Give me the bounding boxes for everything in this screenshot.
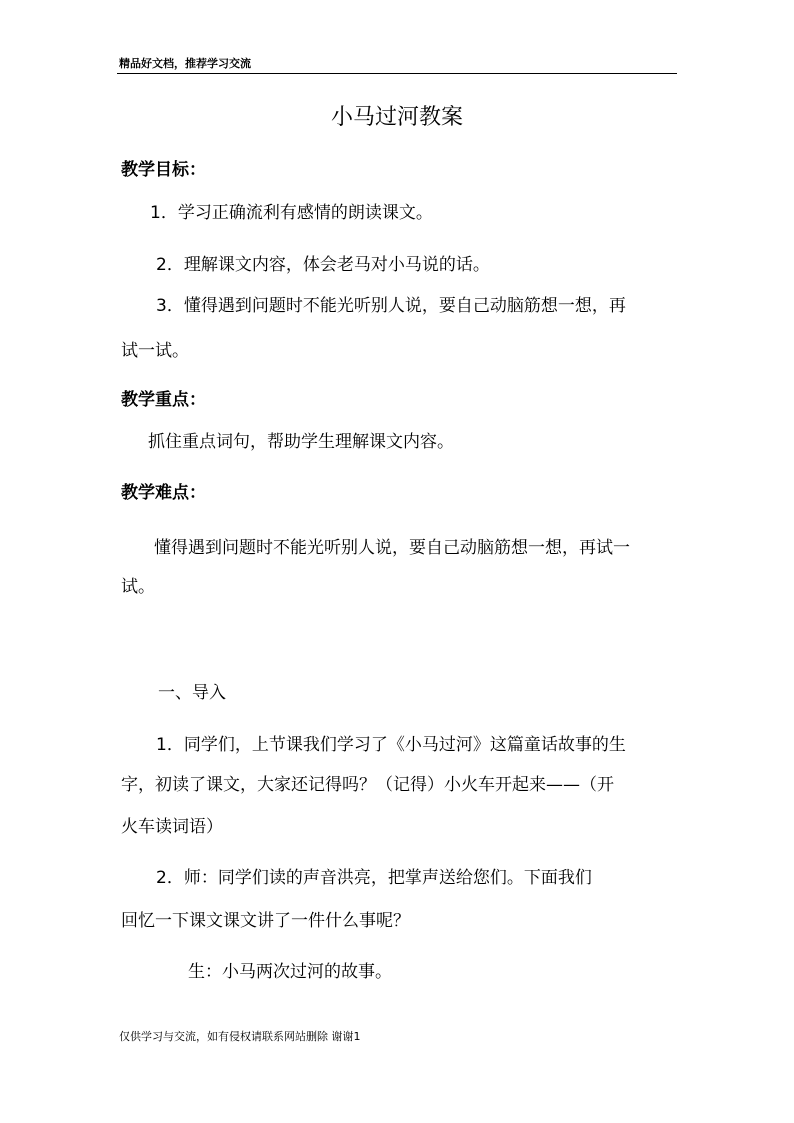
page-header: 精品好文档，推荐学习交流 xyxy=(119,57,251,70)
student-answer: 生：小马两次过河的故事。 xyxy=(188,962,392,982)
key-points-heading: 教学重点： xyxy=(121,390,206,410)
intro-para-1-line-3: 火车读词语） xyxy=(121,817,223,837)
objectives-heading: 教学目标： xyxy=(121,160,206,180)
document-title: 小马过河教案 xyxy=(330,105,463,130)
intro-para-1-line-1: 1．同学们，上节课我们学习了《小马过河》这篇童话故事的生 xyxy=(156,735,626,755)
difficulties-text-line-1: 懂得遇到问题时不能光听别人说，要自己动脑筋想一想，再试一 xyxy=(154,538,630,558)
difficulties-text-line-2: 试。 xyxy=(121,577,155,597)
objective-item-2: 2．理解课文内容，体会老马对小马说的话。 xyxy=(156,255,490,275)
intro-para-2-line-1: 2．师：同学们读的声音洪亮，把掌声送给您们。下面我们 xyxy=(156,868,592,888)
difficulties-heading: 教学难点： xyxy=(121,483,206,503)
section-heading-intro: 一、导入 xyxy=(158,683,226,703)
objective-item-1: 1．学习正确流利有感情的朗读课文。 xyxy=(150,203,433,223)
header-divider xyxy=(117,73,677,74)
objective-item-3-line-2: 试一试。 xyxy=(121,341,189,361)
objective-item-3-line-1: 3．懂得遇到问题时不能光听别人说，要自己动脑筋想一想，再 xyxy=(156,296,626,316)
intro-para-2-line-2: 回忆一下课文课文讲了一件什么事呢？ xyxy=(121,911,410,931)
page-footer: 仅供学习与交流，如有侵权请联系网站删除 谢谢1 xyxy=(119,1030,361,1043)
intro-para-1-line-2: 字，初读了课文，大家还记得吗？（记得）小火车开起来——（开 xyxy=(121,775,614,795)
key-points-text: 抓住重点词句，帮助学生理解课文内容。 xyxy=(148,432,454,452)
